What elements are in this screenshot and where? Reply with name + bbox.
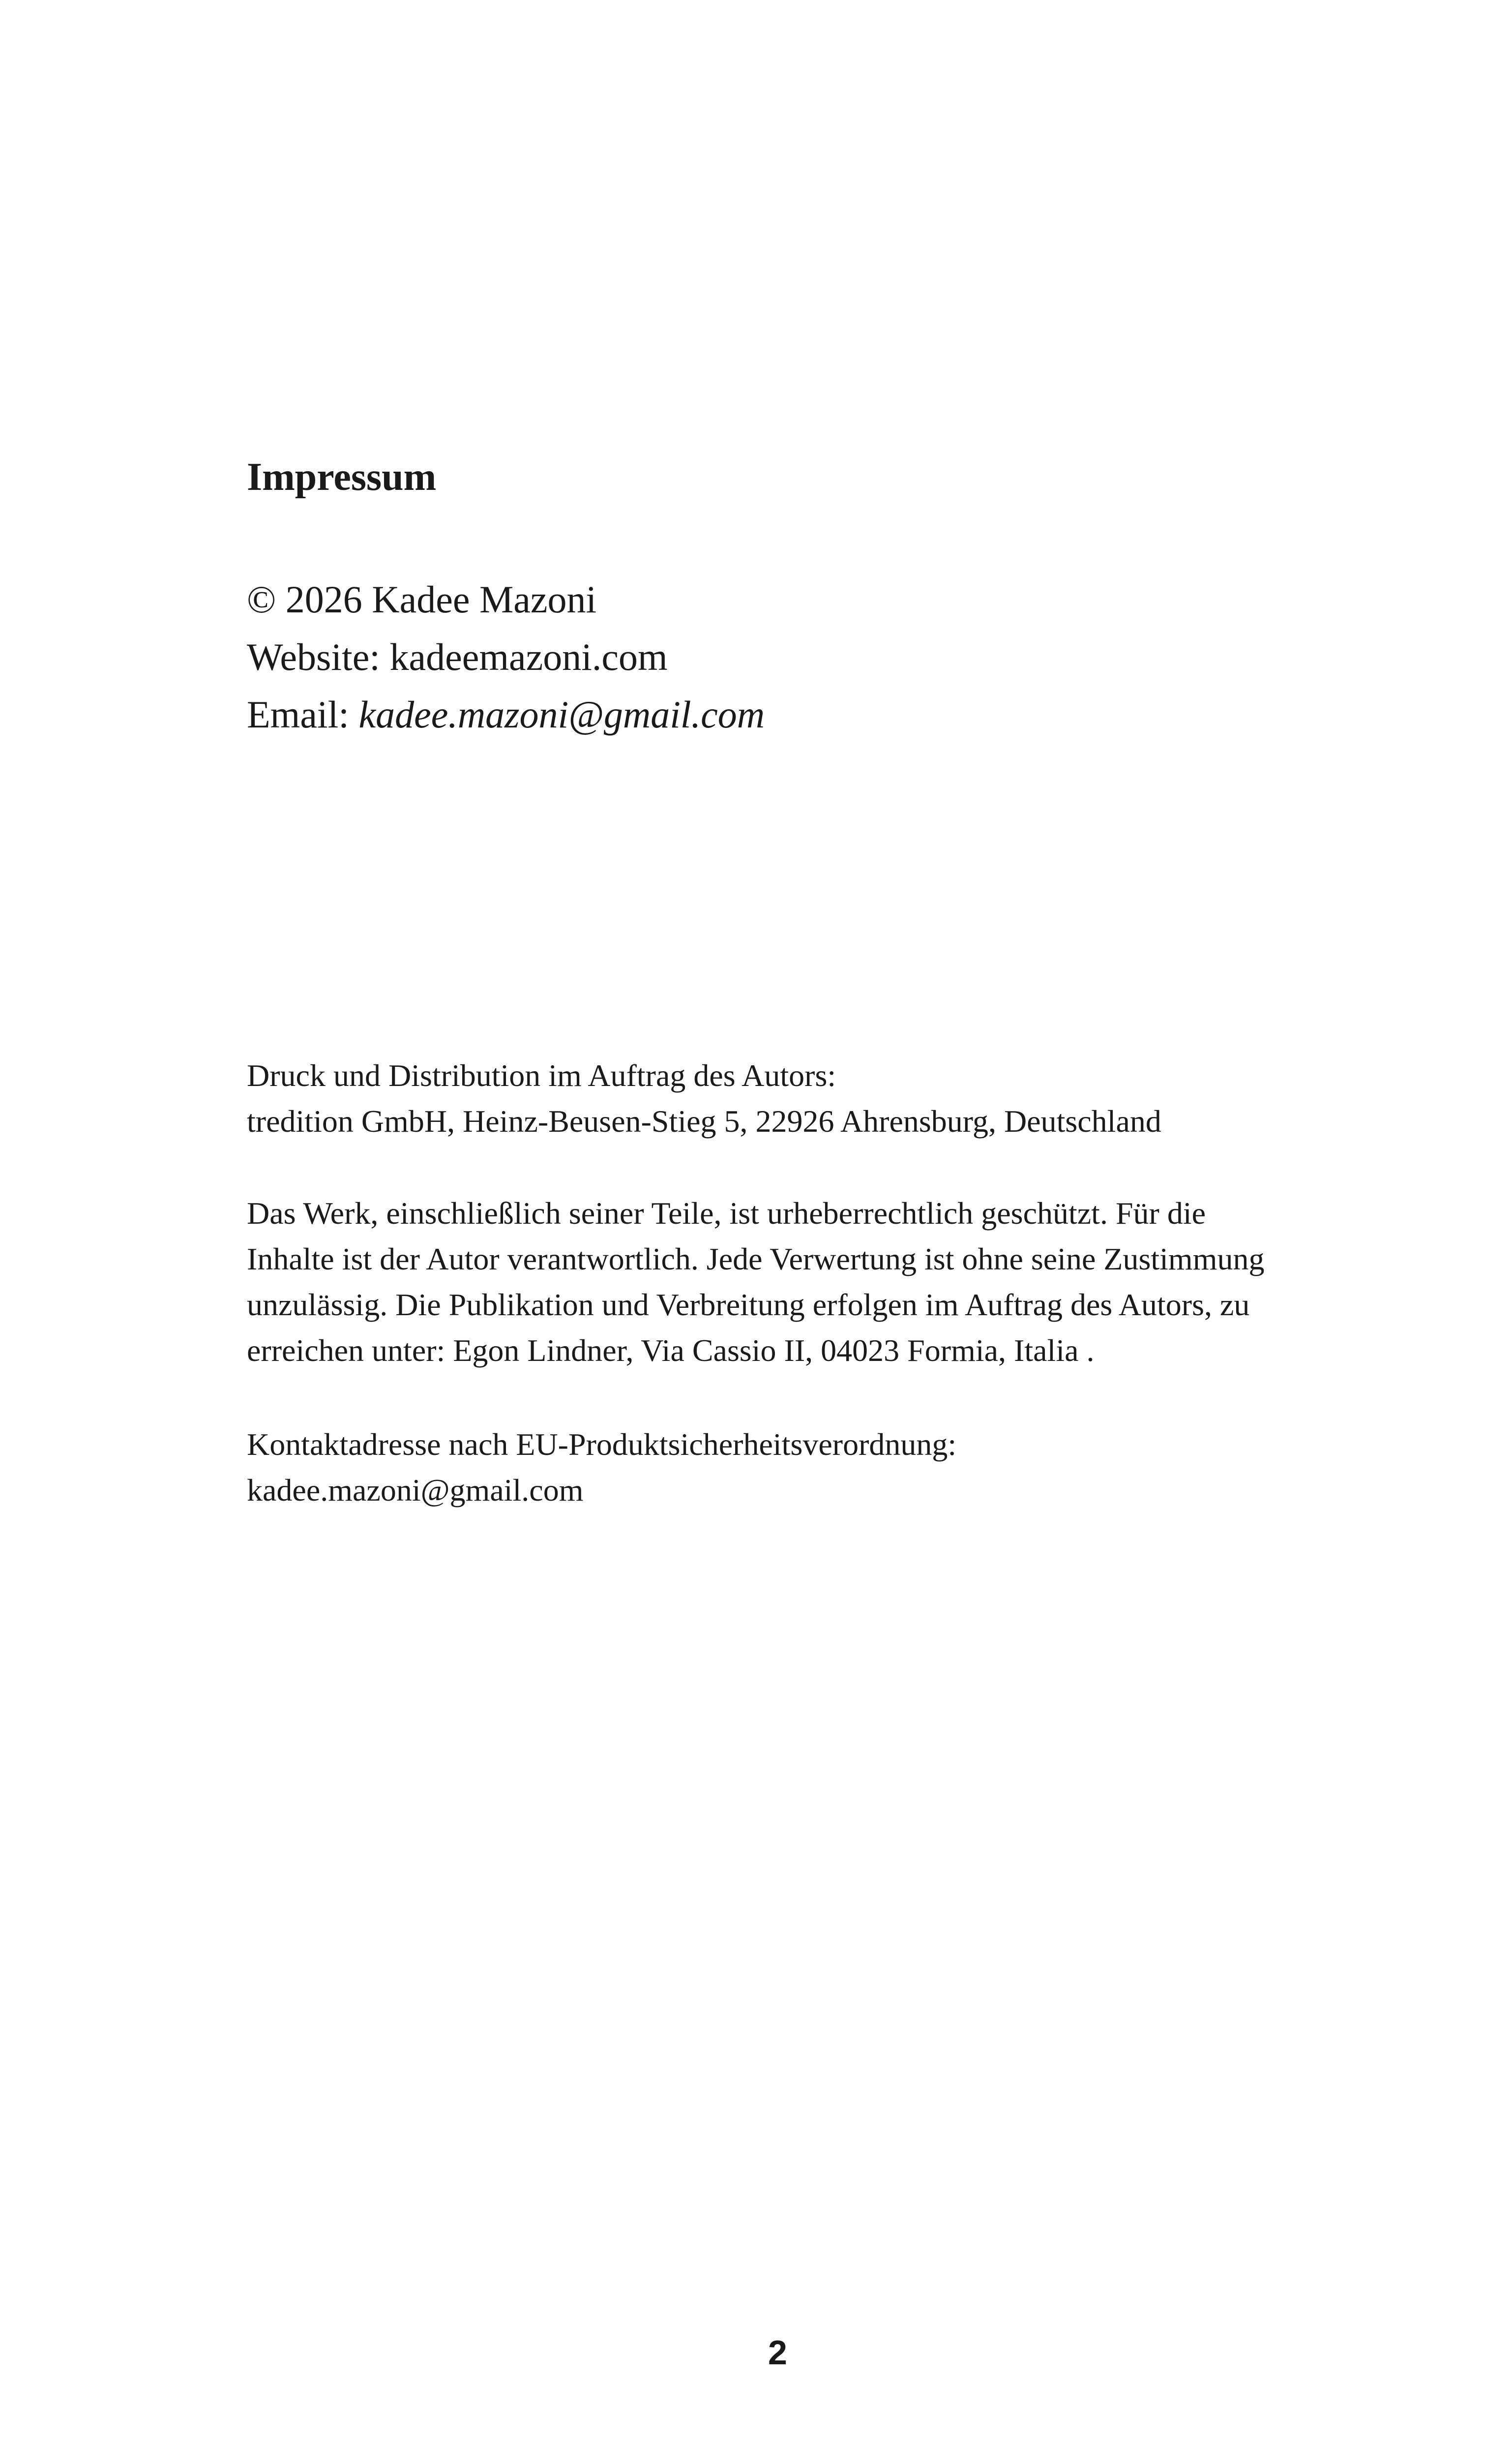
- legal-line-3: unzulässig. Die Publikation und Verbreitung erfolgen im Auftrag des Autors, zu: [247, 1287, 1250, 1322]
- website-line: [247, 628, 765, 686]
- legal-line-2: Inhalte ist der Autor verantwortlich. Jede Verwertung ist ohne seine Zustimmung: [247, 1241, 1265, 1276]
- website-label: Website:: [247, 635, 380, 678]
- website-value: kadeemazoni.com: [389, 635, 668, 678]
- author-contact-block: [247, 571, 765, 743]
- email-line: [247, 686, 765, 743]
- distribution-block: [247, 1053, 1329, 1144]
- page-number: 2: [768, 2333, 787, 2372]
- email-value: kadee.mazoni@gmail.com: [358, 693, 765, 736]
- legal-notice-block: [247, 1190, 1329, 1373]
- legal-line-4: erreichen unter: Egon Lindner, Via Cassio II, 04023 Formia, Italia .: [247, 1333, 1095, 1368]
- eu-contact-label: Kontaktadresse nach EU-Produktsicherheitsverordnung:: [247, 1427, 957, 1462]
- eu-contact-block: [247, 1421, 1329, 1513]
- distribution-line-1: Druck und Distribution im Auftrag des Autors:: [247, 1058, 836, 1093]
- email-label: Email:: [247, 693, 349, 736]
- legal-line-1: Das Werk, einschließlich seiner Teile, ist urheberrechtlich geschützt. Für die: [247, 1196, 1206, 1231]
- page-title: Impressum: [247, 455, 437, 499]
- copyright-line: © 2026 Kadee Mazoni: [247, 578, 597, 621]
- distribution-line-2: tredition GmbH, Heinz-Beusen-Stieg 5, 22926 Ahrensburg, Deutschland: [247, 1104, 1161, 1139]
- eu-contact-email: kadee.mazoni@gmail.com: [247, 1473, 584, 1508]
